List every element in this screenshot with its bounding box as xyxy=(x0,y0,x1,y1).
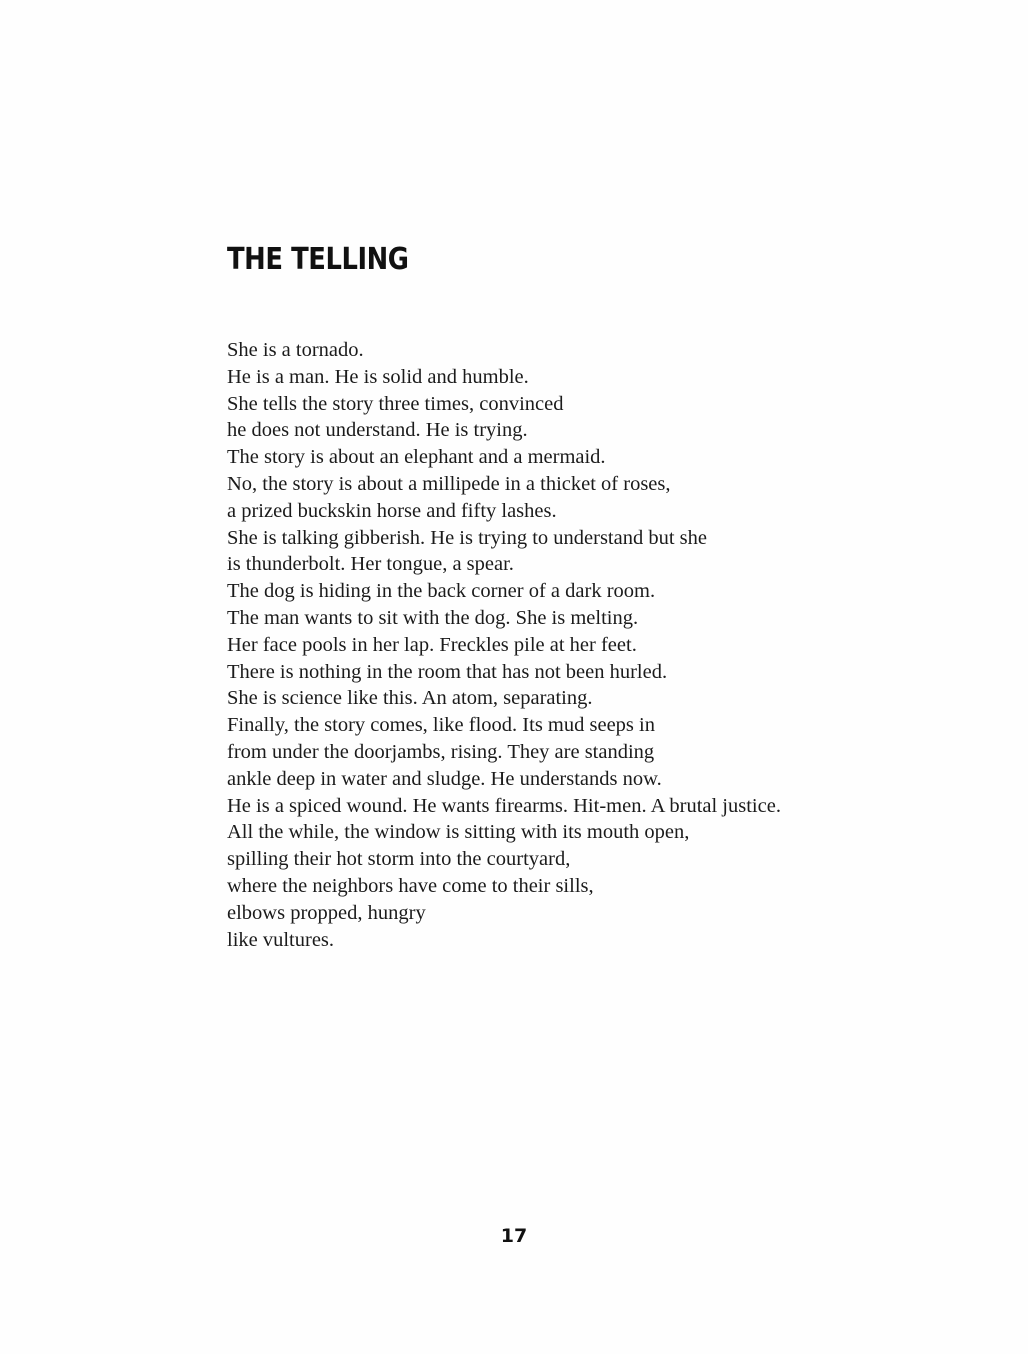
poem-line: from under the doorjambs, rising. They are standing xyxy=(227,740,655,763)
poem-body xyxy=(227,337,927,953)
page-number: 17 xyxy=(500,1225,528,1247)
poem-line: She is science like this. An atom, separating. xyxy=(227,687,593,710)
poem-line: She is talking gibberish. He is trying to understand but she xyxy=(227,526,707,549)
poem-line: spilling their hot storm into the courtyard, xyxy=(227,848,571,871)
poem-line: She tells the story three times, convinced xyxy=(227,392,564,415)
poem-line: He is a spiced wound. He wants firearms. Hit-men. A brutal justice. xyxy=(227,794,781,817)
poem-line: There is nothing in the room that has not been hurled. xyxy=(227,660,668,683)
poem-line: ankle deep in water and sludge. He understands now. xyxy=(227,767,662,790)
poem-line: The story is about an elephant and a mermaid. xyxy=(227,446,606,469)
poem-line: No, the story is about a millipede in a thicket of roses, xyxy=(227,472,671,495)
poem-line: a prized buckskin horse and fifty lashes. xyxy=(227,499,557,522)
poem-line: where the neighbors have come to their sills, xyxy=(227,874,594,897)
poem-line: The dog is hiding in the back corner of a dark room. xyxy=(227,580,656,603)
poem-line: Her face pools in her lap. Freckles pile at her feet. xyxy=(227,633,637,656)
poem-line: The man wants to sit with the dog. She is melting. xyxy=(227,606,639,629)
poem-line: elbows propped, hungry xyxy=(227,901,426,924)
poem-line: He is a man. He is solid and humble. xyxy=(227,365,529,388)
poem-line: like vultures. xyxy=(227,928,335,951)
poem-line: is thunderbolt. Her tongue, a spear. xyxy=(227,553,514,576)
page-title: THE TELLING xyxy=(227,242,409,278)
poem-line: he does not understand. He is trying. xyxy=(227,419,528,442)
poem-line: Finally, the story comes, like flood. Its mud seeps in xyxy=(227,714,655,737)
poem-line: All the while, the window is sitting with its mouth open, xyxy=(227,821,690,844)
poem-line: She is a tornado. xyxy=(227,339,364,361)
